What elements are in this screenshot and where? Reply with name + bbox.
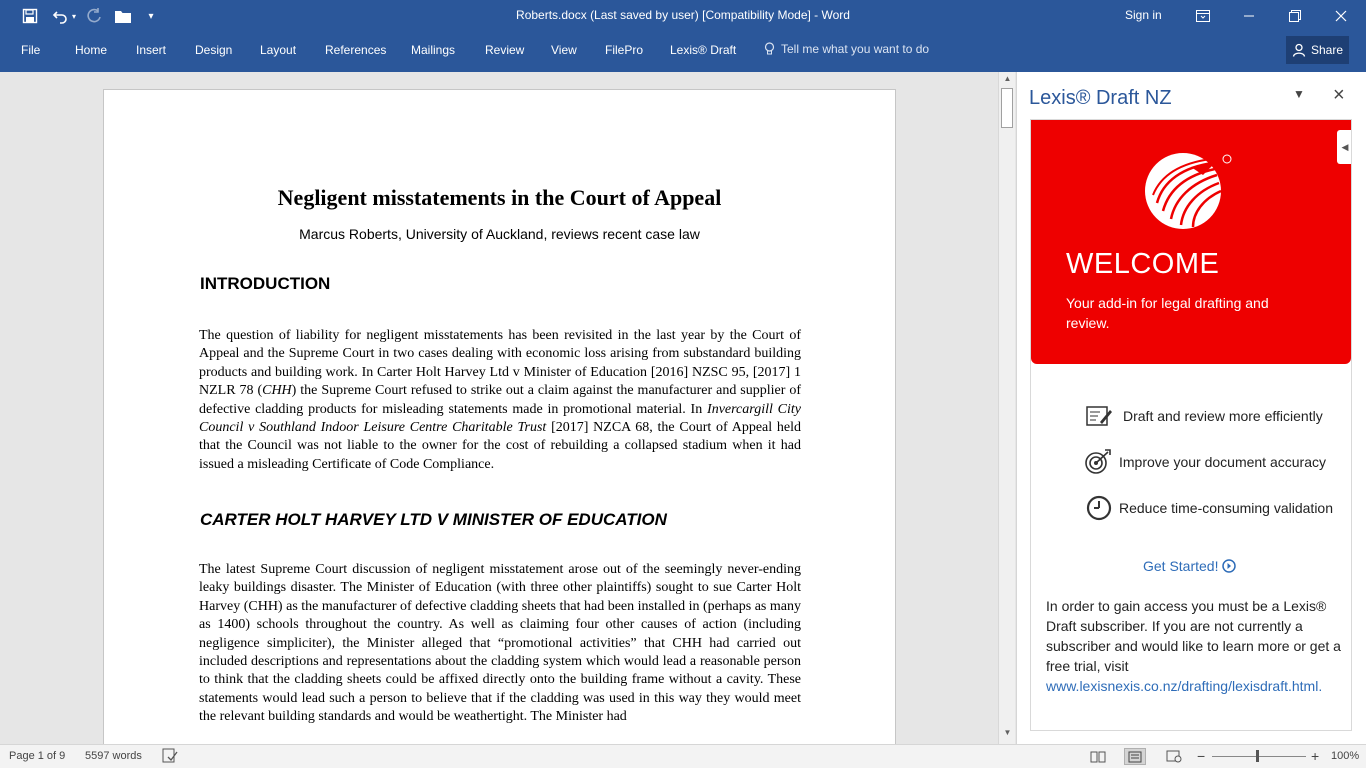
scrollbar-thumb[interactable] xyxy=(1001,88,1013,128)
page-count[interactable]: Page 1 of 9 xyxy=(9,750,66,762)
title-bar xyxy=(0,0,1366,32)
feature-draft-label: Draft and review more efficiently xyxy=(1123,408,1323,424)
undo-dropdown-icon[interactable]: ▾ xyxy=(71,11,76,21)
restore-icon[interactable] xyxy=(1272,0,1318,32)
clock-icon xyxy=(1085,494,1113,522)
tell-me-label: Tell me what you want to do xyxy=(781,42,930,56)
document-canvas[interactable] xyxy=(0,72,998,744)
tab-insert[interactable]: Insert xyxy=(136,43,167,57)
lexis-draft-task-pane xyxy=(1016,72,1366,744)
document-edit-icon xyxy=(1085,402,1113,430)
addin-content xyxy=(1030,119,1352,731)
lexisnexis-logo-icon xyxy=(1141,147,1233,231)
paragraph-introduction xyxy=(199,327,801,474)
tell-me-search[interactable] xyxy=(764,42,929,56)
zoom-level[interactable]: 100% xyxy=(1331,750,1360,762)
tab-home[interactable]: Home xyxy=(75,43,108,57)
document-title: Negligent misstatements in the Court of Appeal xyxy=(277,185,722,210)
scroll-up-icon[interactable]: ▲ xyxy=(1003,74,1012,83)
zoom-slider[interactable] xyxy=(1212,756,1306,757)
zoom-slider-thumb[interactable] xyxy=(1256,750,1259,762)
para1-text-3: [2017] NZCA 68, the Court of Appeal held that the Council was not liable to the owner for the cost of rebuilding a collapsed stadium when it had issued a misleading Certificate of Code Compliance. xyxy=(199,420,801,472)
welcome-heading: WELCOME xyxy=(1066,248,1220,280)
share-label: Share xyxy=(1310,43,1344,57)
para1-text-2: ) the Supreme Court refused to strike out a claim against the manufacturer and supplier of defective cladding products for misleading statements made in promotional material. In xyxy=(199,383,801,417)
tab-references[interactable]: References xyxy=(325,43,387,57)
proofing-icon[interactable] xyxy=(162,748,178,766)
feature-accuracy xyxy=(1084,448,1326,476)
task-pane-options-icon[interactable]: ▼ xyxy=(1293,87,1305,101)
tab-file[interactable]: File xyxy=(21,43,41,57)
feature-draft xyxy=(1085,402,1323,430)
tab-view[interactable]: View xyxy=(551,43,577,57)
tab-layout[interactable]: Layout xyxy=(260,43,297,57)
tab-filepro[interactable]: FilePro xyxy=(605,43,644,57)
get-started-label: Get Started! xyxy=(1143,558,1219,574)
feature-validation-label: Reduce time-consuming validation xyxy=(1119,500,1333,516)
scroll-down-icon[interactable]: ▼ xyxy=(1003,728,1012,737)
tab-lexis-draft[interactable]: Lexis® Draft xyxy=(670,43,737,57)
access-info-body: In order to gain access you must be a Lexis® Draft subscriber. If you are not currently a subscriber and would like to learn more or get a free trial, visit xyxy=(1046,598,1341,674)
access-info-text xyxy=(1046,596,1346,696)
sign-in-link[interactable]: Sign in xyxy=(1125,8,1162,22)
tab-review[interactable]: Review xyxy=(485,43,525,57)
task-pane-close-icon[interactable]: × xyxy=(1333,84,1345,106)
ribbon-tabs xyxy=(0,32,1366,72)
ribbon-display-options-icon[interactable] xyxy=(1180,0,1226,32)
para1-italic-case: Invercargill City Council v Southland Indoor Leisure Centre Charitable Trust xyxy=(199,401,801,436)
status-bar xyxy=(0,744,1366,768)
window-title: Roberts.docx (Last saved by user) [Compatibility Mode] - Word xyxy=(516,8,850,22)
collapse-pane-icon[interactable]: ◀ xyxy=(1337,130,1352,164)
lightbulb-icon xyxy=(764,42,775,56)
share-button[interactable] xyxy=(1286,36,1349,64)
read-mode-icon[interactable] xyxy=(1087,748,1109,765)
para1-text-1: The question of liability for negligent misstatements has been revisited in the last year by the Court of Appeal and the Supreme Court in two cases dealing with economic loss arising from substandard building products and building work. In Carter Holt Harvey Ltd v Minister of Education [2016] NZSC 95, [2017] 1 NZLR 78 ( xyxy=(199,328,801,399)
word-count[interactable]: 5597 words xyxy=(85,750,142,762)
task-pane-title: Lexis® Draft NZ xyxy=(1029,87,1172,109)
document-page[interactable] xyxy=(103,89,896,744)
paragraph-carter-holt-harvey: The latest Supreme Court discussion of negligent misstatement arose out of the seemingly never-ending leaky buildings disaster. The Minister of Education (with three other plaintiffs) sought to sue Carter Holt Harvey (CHH) as the manufacturer of defective cladding sheets that had been installed in (perhaps as many as 1400) schools throughout the country. As well as claiming four other causes of action (including negligence simpliciter), the Minister alleged that “promotional activities” that CHH had carried out included descriptions and representations about the cladding system which would lead a reasonable person to think that the cladding sheets could be affixed directly onto the building frame without a cavity. These statements would lead such a person to believe that if the cladding was used in this way they would meet the relevant building standards and would be weathertight. The Minister had xyxy=(199,562,801,725)
get-started-link[interactable] xyxy=(1143,558,1236,574)
heading-introduction: INTRODUCTION xyxy=(200,274,331,293)
vertical-scrollbar[interactable] xyxy=(998,72,1015,744)
heading-carter-holt-harvey: CARTER HOLT HARVEY LTD V MINISTER OF EDUCATION xyxy=(200,510,667,529)
print-layout-icon[interactable] xyxy=(1124,748,1146,765)
target-icon xyxy=(1084,448,1112,476)
tab-design[interactable]: Design xyxy=(195,43,233,57)
document-byline: Marcus Roberts, University of Auckland, reviews recent case law xyxy=(299,226,700,242)
close-icon[interactable] xyxy=(1318,0,1364,32)
customize-qat-icon[interactable]: ▾ xyxy=(148,10,154,22)
zoom-out-button[interactable]: − xyxy=(1197,748,1206,764)
feature-accuracy-label: Improve your document accuracy xyxy=(1119,454,1326,470)
tab-mailings[interactable]: Mailings xyxy=(411,43,456,57)
web-layout-icon[interactable] xyxy=(1163,748,1185,765)
feature-validation xyxy=(1085,494,1333,522)
welcome-banner xyxy=(1031,120,1351,364)
welcome-subtitle: Your add-in for legal drafting and review. xyxy=(1066,295,1269,331)
lexisdraft-website-link[interactable]: www.lexisnexis.co.nz/drafting/lexisdraft.html. xyxy=(1046,678,1323,694)
para1-italic-chh: CHH xyxy=(262,383,292,399)
zoom-in-button[interactable]: + xyxy=(1311,748,1320,764)
arrow-circle-icon xyxy=(1222,559,1236,573)
minimize-icon[interactable] xyxy=(1226,0,1272,32)
person-icon xyxy=(1292,43,1306,57)
